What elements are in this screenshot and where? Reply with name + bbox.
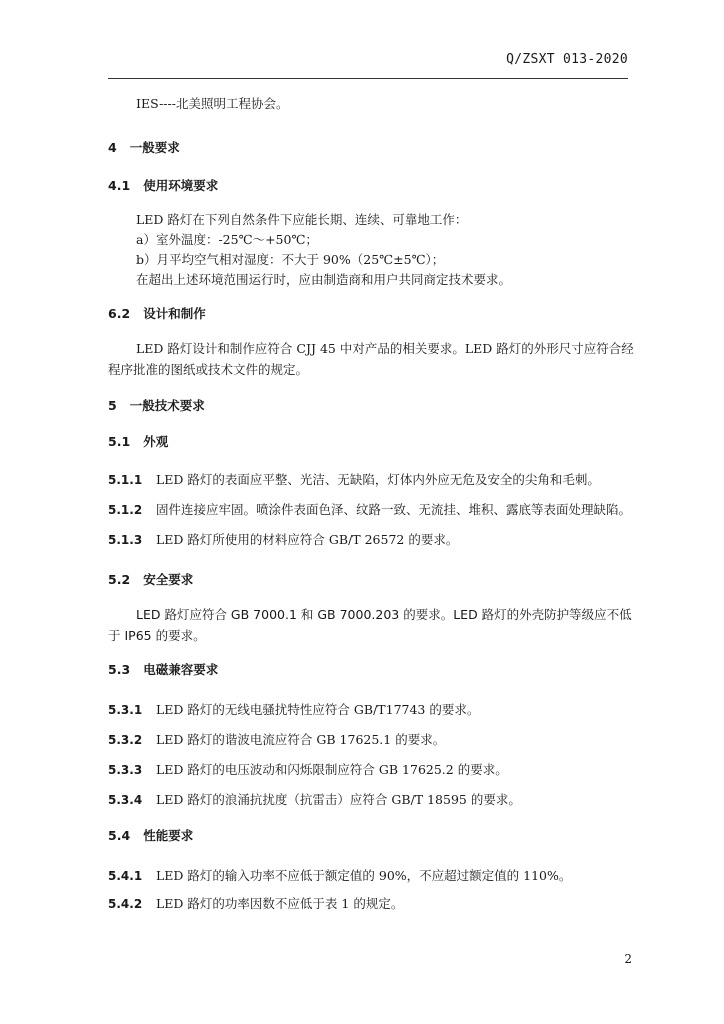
clause-number: 5.3.3 [108,763,143,777]
clause-number: 5.4.2 [108,897,143,911]
environment-item-b: b）月平均空气相对湿度：不大于 90%（25℃±5℃）； [136,252,445,267]
environment-note: 在超出上述环境范围运行时，应由制造商和用户共同商定技术要求。 [136,272,512,287]
clause-5-1-1 [108,470,600,488]
environment-item-a: a）室外温度：-25℃～+50℃； [136,232,318,247]
safety-paragraph: LED 路灯应符合 GB 7000.1 和 GB 7000.203 的要求。LED 路灯的外壳防护等级应不低于 IP65 的要求。 [108,607,632,643]
section-number: 5.4 [108,828,131,843]
clause-5-1-3 [108,530,458,548]
document-code: Q/ZSXT 013-2020 [506,52,628,67]
clause-number: 5.1.3 [108,533,143,547]
section-5-1-heading [108,432,168,450]
section-4-1-heading [108,176,218,194]
clause-text: LED 路灯的表面应平整、光洁、无缺陷，灯体内外应无危及安全的尖角和毛刺。 [156,472,600,487]
header-rule [108,78,628,79]
section-5-heading [108,396,205,414]
section-number: 6.2 [108,306,131,321]
section-title: 设计和制作 [143,306,206,321]
clause-text: LED 路灯的输入功率不应低于额定值的 90%，不应超过额定值的 110%。 [156,868,572,883]
clause-number: 5.1.2 [108,503,143,517]
clause-5-3-2 [108,730,445,748]
clause-number: 5.1.1 [108,473,143,487]
section-5-2-heading [108,570,193,588]
section-number: 5.1 [108,434,131,449]
section-number: 4.1 [108,178,131,193]
clause-5-3-4 [108,790,521,808]
clause-text: LED 路灯的电压波动和闪烁限制应符合 GB 17625.2 的要求。 [156,762,508,777]
section-number: 4 [108,140,117,155]
section-5-4-heading [108,826,193,844]
clause-text: LED 路灯所使用的材料应符合 GB/T 26572 的要求。 [156,532,459,547]
section-title: 电磁兼容要求 [143,662,219,677]
section-number: 5.2 [108,572,131,587]
clause-text: LED 路灯的浪涌抗扰度（抗雷击）应符合 GB/T 18595 的要求。 [156,792,521,807]
clause-5-3-3 [108,760,508,778]
section-title: 一般技术要求 [129,398,205,413]
clause-number: 5.3.1 [108,703,143,717]
clause-text: LED 路灯的无线电骚扰特性应符合 GB/T17743 的要求。 [156,702,480,717]
section-title: 安全要求 [143,572,194,587]
section-number: 5.3 [108,662,131,677]
clause-text: LED 路灯的谐波电流应符合 GB 17625.1 的要求。 [156,732,446,747]
clause-5-4-1 [108,866,571,884]
section-4-heading [108,138,180,156]
section-number: 5 [108,398,117,413]
section-5-3-heading [108,660,218,678]
clause-5-1-2 [108,500,631,518]
clause-text: LED 路灯的功率因数不应低于表 1 的规定。 [156,896,404,911]
page-number: 2 [624,952,632,966]
section-title: 一般要求 [129,140,180,155]
section-title: 使用环境要求 [143,178,219,193]
clause-number: 5.3.2 [108,733,143,747]
clause-number: 5.4.1 [108,869,143,883]
clause-5-4-2 [108,894,403,912]
clause-number: 5.3.4 [108,793,143,807]
clause-5-3-1 [108,700,479,718]
section-6-2-heading [108,304,206,322]
section-title: 外观 [143,434,169,449]
environment-intro: LED 路灯在下列自然条件下应能长期、连续、可靠地工作： [136,212,468,227]
section-title: 性能要求 [143,828,194,843]
clause-text: 固件连接应牢固。喷涂件表面色泽、纹路一致、无流挂、堆积、露底等表面处理缺陷。 [156,502,632,517]
design-paragraph: LED 路灯设计和制作应符合 CJJ 45 中对产品的相关要求。LED 路灯的外形尺寸应符合经程序批准的图纸或技术文件的规定。 [108,341,634,377]
ies-definition: IES----北美照明工程协会。 [136,96,289,111]
